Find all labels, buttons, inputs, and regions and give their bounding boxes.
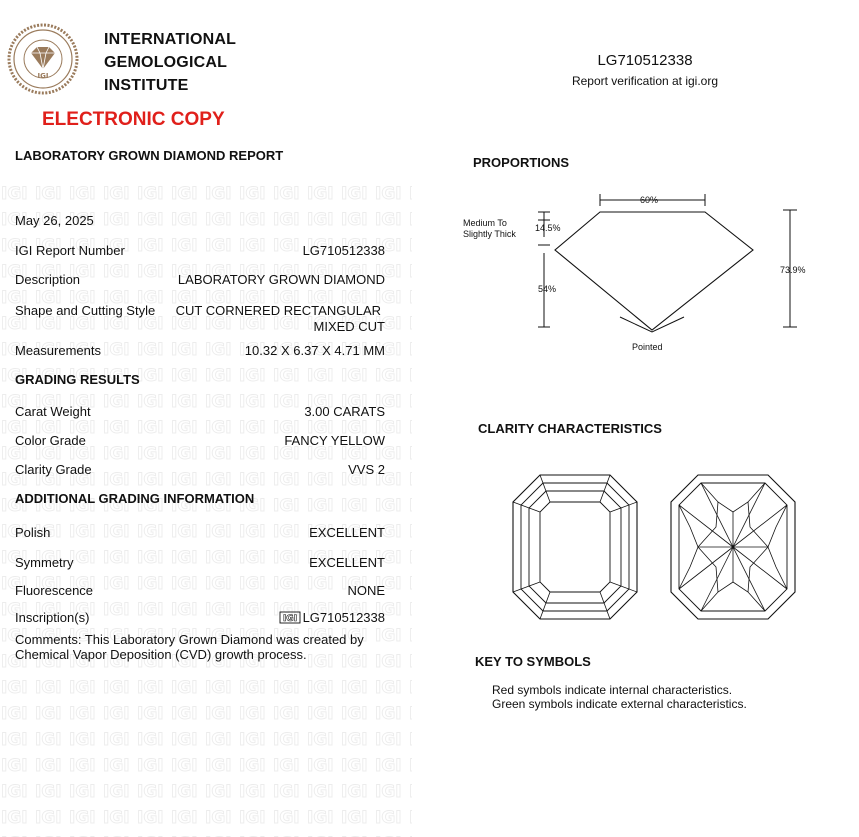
org-name: INTERNATIONAL GEMOLOGICAL INSTITUTE — [104, 31, 237, 94]
grading-results-title: GRADING RESULTS — [15, 372, 140, 387]
key-to-symbols-title: KEY TO SYMBOLS — [475, 654, 591, 669]
proportions-diagram — [455, 185, 835, 360]
pavilion-percent: 54% — [538, 284, 557, 294]
table-percent: 60% — [640, 195, 659, 205]
girdle-label: Medium To Slightly Thick — [463, 218, 516, 239]
comments: Comments: This Laboratory Grown Diamond was created by Chemical Vapor Deposition (CVD) growth process. — [15, 632, 364, 662]
depth-percent: 73.9% — [780, 265, 806, 275]
clarity-characteristics-title: CLARITY CHARACTERISTICS — [478, 421, 662, 436]
crown-percent: 14.5% — [535, 223, 561, 233]
culet-label: Pointed — [632, 342, 663, 352]
pavilion-view-diagram — [668, 472, 798, 622]
svg-text:IGI: IGI — [37, 72, 49, 80]
electronic-copy-label: ELECTRONIC COPY — [42, 109, 225, 130]
report-date: May 26, 2025 — [15, 213, 94, 228]
igi-mini-logo-icon — [279, 611, 301, 624]
crown-view-diagram — [510, 472, 640, 622]
detail-row: Shape and Cutting Style CUT CORNERED RECTANGULAR MIXED CUT — [15, 303, 385, 334]
igi-seal-logo — [7, 23, 79, 95]
report-title: LABORATORY GROWN DIAMOND REPORT — [15, 148, 284, 163]
verification-text[interactable]: Report verification at igi.org — [571, 74, 719, 88]
header-report-number: LG710512338 — [597, 52, 693, 69]
svg-text:IGI: IGI — [282, 614, 297, 624]
additional-grading-title: ADDITIONAL GRADING INFORMATION — [15, 491, 255, 506]
key-to-symbols-text: Red symbols indicate internal characteristics. Green symbols indicate external characteristics. — [492, 683, 747, 711]
proportions-title: PROPORTIONS — [473, 155, 570, 170]
